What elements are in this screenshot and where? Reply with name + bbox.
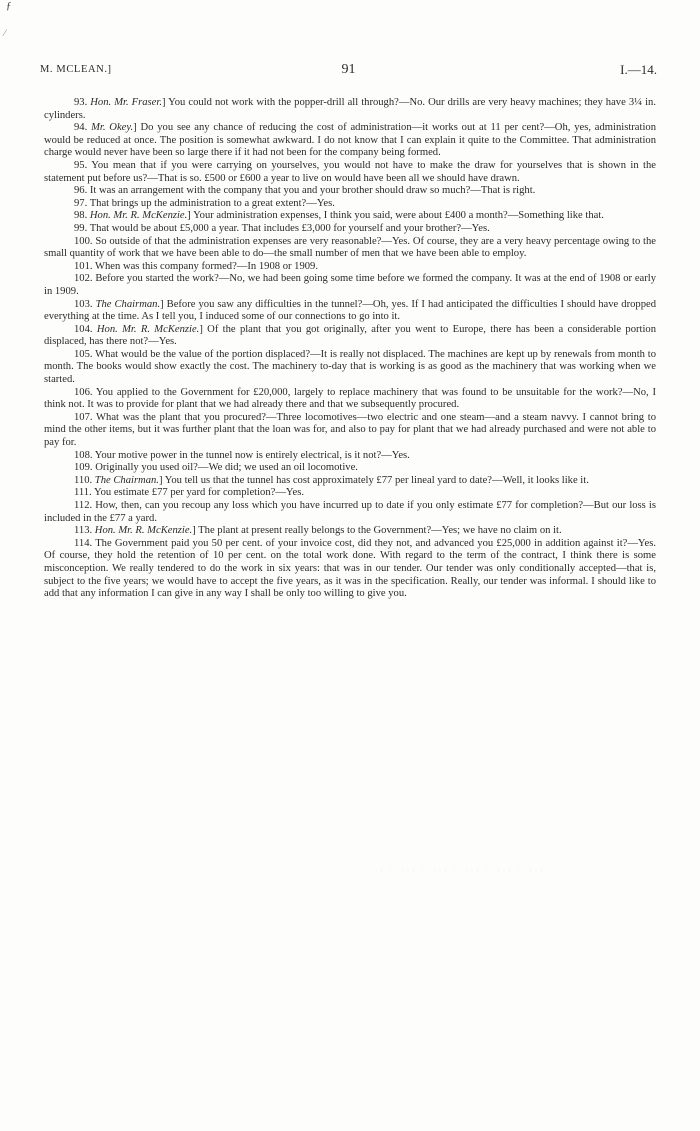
question-paragraph xyxy=(44,97,656,122)
paragraph-text: 101. When was this company formed?—In 1908 or 1909. xyxy=(74,260,319,272)
question-paragraph xyxy=(44,160,656,185)
paragraph-text: 97. That brings up the administration to a great extent?—Yes. xyxy=(74,197,335,209)
paragraph-text: ] The plant at present really belongs to the Government?—Yes; we have no claim on it. xyxy=(192,525,562,537)
paragraph-text: ] Of the plant that you got originally, after you went to Europe, there has been a considerable portion displaced, has there not?—Yes. xyxy=(44,323,657,348)
question-paragraph xyxy=(44,185,656,198)
question-paragraph xyxy=(44,462,656,475)
speaker-name: Mr. Okey. xyxy=(91,122,134,134)
speaker-name: Hon. Mr. Fraser. xyxy=(90,97,162,108)
paragraph-text: 107. What was the plant that you procured?—Three locomotives—two electric and one steam—and a steam navvy. I cannot bring to mind the other items, but it was further plant that the loan was for, and also to pay for plant that we had already purchased and were not able to pay for. xyxy=(44,411,656,449)
question-paragraph xyxy=(44,210,656,223)
paragraph-text: 103. xyxy=(74,298,96,310)
speaker-name: Hon. Mr. R. McKenzie. xyxy=(89,210,188,222)
question-paragraph xyxy=(44,475,656,488)
question-paragraph xyxy=(44,236,656,261)
paragraph-text: 104. xyxy=(74,323,97,335)
paragraph-text: 106. You applied to the Government for £20,000, largely to replace machinery that was found to be unsuitable for the work?—No, I think not. It was to provide for plant that we had already there and that we subsequently procured. xyxy=(44,386,656,411)
question-paragraph xyxy=(44,324,656,349)
paper-reference: I.—14. xyxy=(620,62,657,77)
question-paragraph xyxy=(44,198,656,211)
question-paragraph xyxy=(44,299,656,324)
question-paragraph xyxy=(44,487,656,500)
paragraph-text: 98. xyxy=(74,210,90,222)
question-paragraph xyxy=(44,500,656,525)
speaker-name: The Chairman. xyxy=(94,474,159,486)
paragraph-text: 110. xyxy=(74,474,95,486)
margin-mark: ƒ xyxy=(6,0,12,12)
margin-mark-faint: ⁄ xyxy=(4,28,6,38)
transcript-body xyxy=(44,97,656,601)
paragraph-text: 94. xyxy=(74,122,92,134)
paragraph-text: 112. How, then, can you recoup any loss which you have incurred up to date if you only estimate £77 for completion?—But our loss is included in the £77 a yard. xyxy=(44,500,656,524)
paragraph-text: ] Before you saw any difficulties in the tunnel?—Oh, yes. If I had anticipated the difficulties I should have dropped everything at the time. As I tell you, I induced some of our connections to go into it. xyxy=(44,298,656,323)
paragraph-text: 105. What would be the value of the portion displaced?—It is really not displaced. The machines are kept up by renewals from month to month. The books would show exactly the cost. The machinery to-day that is working is as good as the machinery that was working when we started. xyxy=(44,348,656,386)
paragraph-text: 95. You mean that if you were carrying on yourselves, you would not have to make the draw for yourselves that is shown in the statement put before us?—That is so. £500 or £600 a year to live on would have been all we should have drawn. xyxy=(44,159,656,184)
paragraph-text: 114. The Government paid you 50 per cent. of your invoice cost, did they not, and advanced you £25,000 in addition against it?—Yes. Of course, they hold the retention of 10 per cent. on the total work done. With regard to the term of the contract, I think there is some misconception. We really tendered to do the work in six years: that was in our tender. Our tender was only conditionally accepted—that is, subject to the five years; we would have to accept the five years, as it was in the specification. Really, our tender was informal. I should like to add that any information I can give in any way I shall be only too willing to give you. xyxy=(44,537,656,600)
question-paragraph xyxy=(44,349,656,387)
paragraph-text: 100. So outside of that the administration expenses are very reasonable?—Yes. Of course, they are a very heavy percentage owing to the small quantity of work that we have been able to do—the small number of men that we have been able to employ. xyxy=(44,235,656,260)
faint-bleed-through: · · · · · · · · · · · · · · · · · · · · · · · · · · · · · · · xyxy=(380,852,546,875)
paragraph-text: ] You tell us that the tunnel has cost approximately £77 per lineal yard to date?—Well, it looks like it. xyxy=(158,474,589,486)
page-header xyxy=(40,62,657,80)
paragraph-text: 102. Before you started the work?—No, we had been going some time before we formed the company. It was at the end of 1908 or early in 1909. xyxy=(44,273,656,297)
question-paragraph xyxy=(44,538,656,601)
paragraph-text: ] Your administration expenses, I think you said, were about £400 a month?—Something like that. xyxy=(187,210,604,222)
page-number: 91 xyxy=(341,62,356,77)
paragraph-text: 113. xyxy=(74,525,95,537)
speaker-name: Hon. Mr. R. McKenzie. xyxy=(96,323,200,335)
question-paragraph xyxy=(44,450,656,463)
question-paragraph xyxy=(44,273,656,298)
paragraph-text: ] Do you see any chance of reducing the cost of administration—it works out at 11 per cent?—Oh, yes, administration would be reduced at once. The position is somewhat awkward. I do not know that I can explain it quite to the Committee. That administration charge would never have been so large there if it had not been for the company being formed. xyxy=(44,122,656,159)
header-witness: M. MCLEAN.] xyxy=(40,64,112,75)
paragraph-text: 93. xyxy=(74,97,91,108)
speaker-name: The Chairman. xyxy=(95,298,161,310)
question-paragraph xyxy=(44,387,656,412)
paragraph-text: 96. It was an arrangement with the company that you and your brother should draw so much?—That is right. xyxy=(74,185,536,197)
question-paragraph xyxy=(44,261,656,274)
paragraph-text: 108. Your motive power in the tunnel now is entirely electrical, is it not?—Yes. xyxy=(74,449,410,461)
paragraph-text: 111. You estimate £77 per yard for completion?—Yes. xyxy=(74,487,304,499)
question-paragraph xyxy=(44,525,656,538)
paragraph-text: 99. That would be about £5,000 a year. That includes £3,000 for yourself and your brother?—Yes. xyxy=(74,222,490,234)
speaker-name: Hon. Mr. R. McKenzie. xyxy=(94,525,193,537)
paragraph-text: 109. Originally you used oil?—We did; we used an oil locomotive. xyxy=(74,462,358,474)
question-paragraph xyxy=(44,122,656,160)
question-paragraph xyxy=(44,412,656,450)
question-paragraph xyxy=(44,223,656,236)
paragraph-text: ] You could not work with the popper-drill all through?—No. Our drills are very heavy machines; they have 3¼ in. cylinders. xyxy=(44,97,656,121)
